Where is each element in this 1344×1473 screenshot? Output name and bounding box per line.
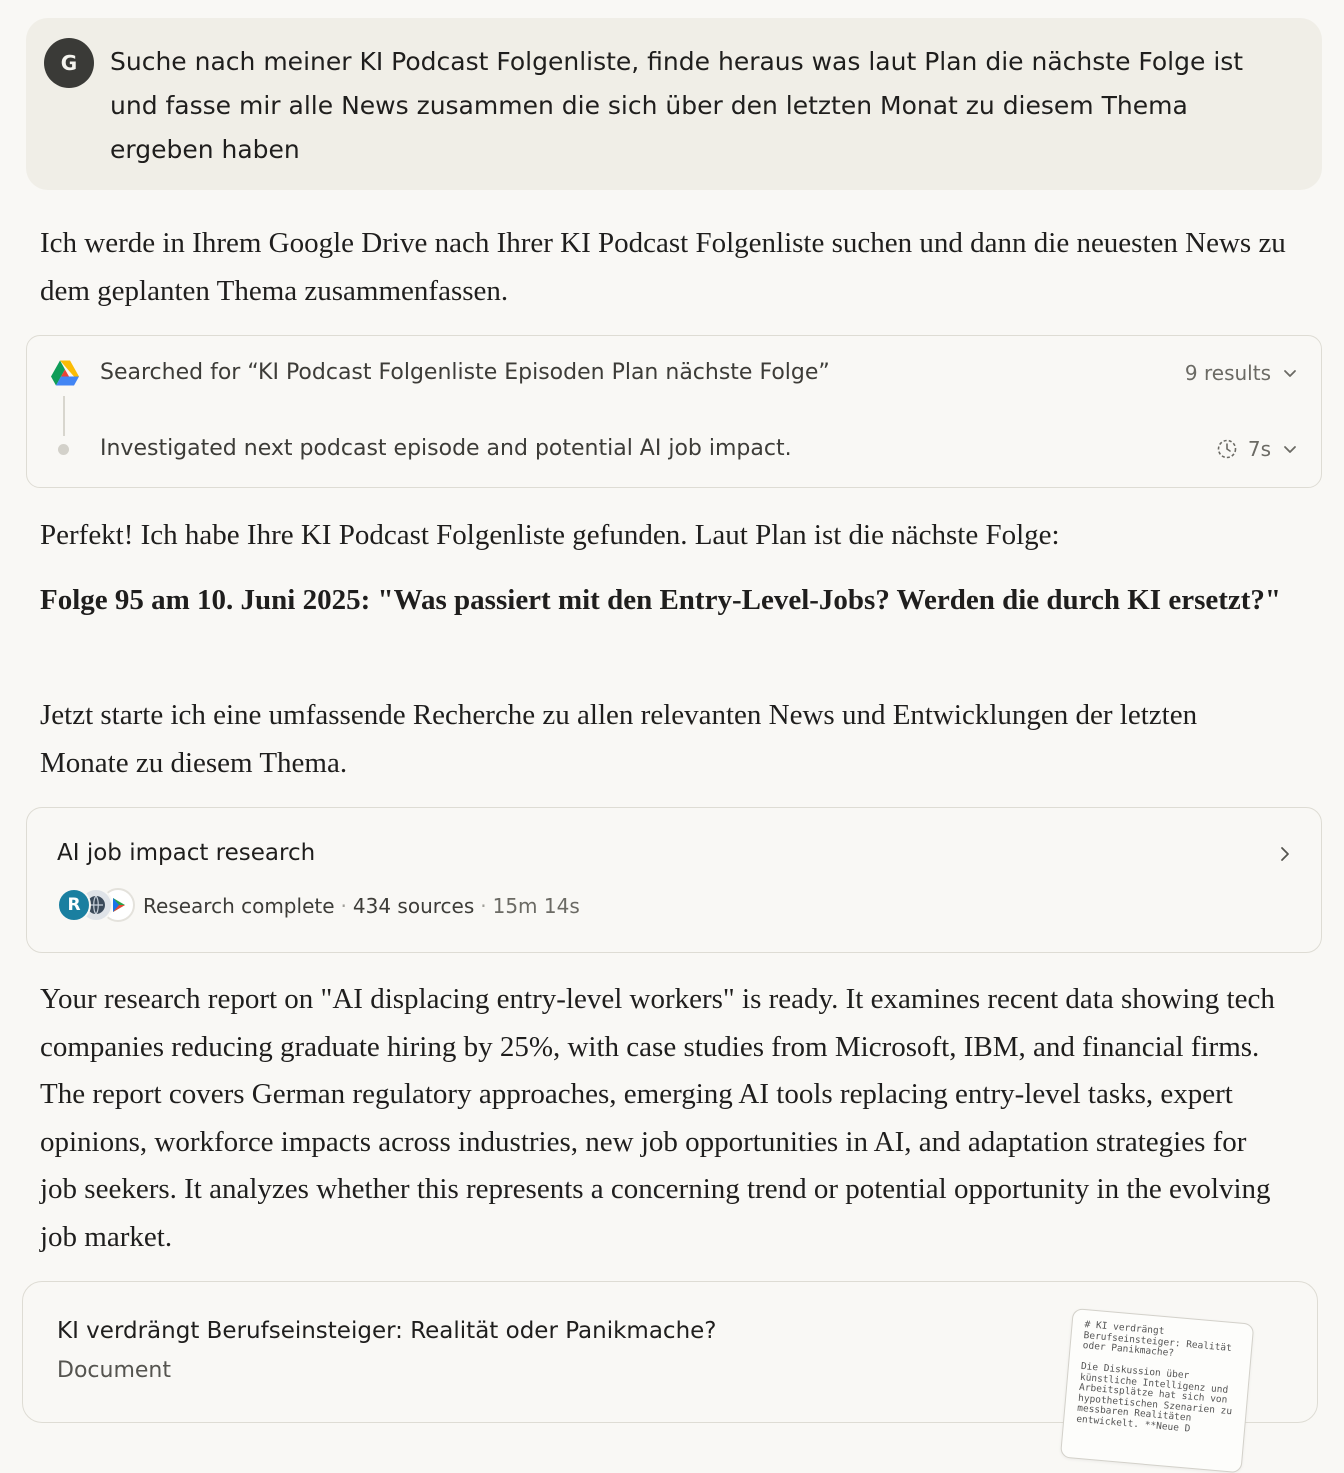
assistant-intro-text: Ich werde in Ihrem Google Drive nach Ihrer KI Podcast Folgenliste suchen und dann die neuesten News zu dem geplanten Thema zusammenfassen. bbox=[40, 227, 1286, 307]
timeline-dot bbox=[58, 444, 69, 455]
found-list-text: Perfekt! Ich habe Ihre KI Podcast Folgenliste gefunden. Laut Plan ist die nächste Folge: bbox=[40, 519, 1060, 551]
timer-icon bbox=[1216, 438, 1238, 460]
investigation-step-label: Investigated next podcast episode and potential AI job impact. bbox=[100, 436, 792, 461]
research-status: Research complete bbox=[143, 894, 335, 918]
investigation-duration: 7s bbox=[1247, 437, 1271, 461]
search-step-label: Searched for “KI Podcast Folgenliste Episoden Plan nächste Folge” bbox=[100, 360, 830, 385]
user-avatar: G bbox=[44, 38, 94, 88]
source-icons bbox=[57, 888, 137, 924]
research-duration: 15m 14s bbox=[492, 894, 580, 918]
chevron-down-icon bbox=[1281, 440, 1299, 458]
tool-activity-card bbox=[26, 335, 1322, 488]
user-message bbox=[26, 18, 1322, 190]
source-reuters-icon: R bbox=[57, 888, 91, 922]
google-drive-icon bbox=[51, 360, 79, 386]
research-card-meta: Research complete · 434 sources · 15m 14s bbox=[143, 894, 580, 918]
search-result-count: 9 results bbox=[1184, 361, 1271, 385]
research-card-title: AI job impact research bbox=[57, 840, 316, 866]
research-card[interactable] bbox=[26, 807, 1322, 953]
chevron-down-icon bbox=[1281, 364, 1299, 382]
report-summary-text: Your research report on "AI displacing entry-level workers" is ready. It examines recent data showing tech companies reducing graduate hiring by 25%, with case studies from Microsoft, IBM, and financial firms. The report covers German regulatory approaches, emerging AI tools replacing entry-level tasks, expert opinions, workforce impacts across industries, new job opportunities in AI, and adaptation strategies for job seekers. It analyzes whether this represents a concerning trend or potential opportunity in the evolving job market. bbox=[40, 983, 1275, 1253]
research-intro-text: Jetzt starte ich eine umfassende Recherche zu allen relevanten News und Entwicklungen der letzten Monate zu diesem Thema. bbox=[40, 699, 1198, 779]
investigation-toggle[interactable] bbox=[1216, 437, 1299, 461]
chevron-right-icon bbox=[1275, 844, 1295, 864]
document-preview-thumbnail: # KI verdrängt Berufseinsteiger: Realität oder Panikmache? Die Diskussion über künstliche Intelligenz und Arbeitsplätze hat sich von hypothetischen Szenarien zu messbaren Realitäten entwickelt. **Neue D bbox=[1060, 1308, 1254, 1473]
search-results-toggle[interactable] bbox=[1185, 361, 1299, 385]
document-title: KI verdrängt Berufseinsteiger: Realität oder Panikmache? bbox=[57, 1318, 717, 1344]
next-episode-text: Folge 95 am 10. Juni 2025: "Was passiert mit den Entry-Level-Jobs? Werden die durch KI ersetzt?" bbox=[40, 584, 1282, 616]
timeline-connector bbox=[63, 396, 65, 436]
user-message-text: Suche nach meiner KI Podcast Folgenliste, finde heraus was laut Plan die nächste Folge ist und fasse mir alle News zusammen die sich über den letzten Monat zu diesem Thema ergeben haben bbox=[110, 47, 1244, 164]
document-card[interactable] bbox=[22, 1281, 1318, 1435]
research-sources: 434 sources bbox=[352, 894, 475, 918]
document-type: Document bbox=[57, 1358, 171, 1383]
